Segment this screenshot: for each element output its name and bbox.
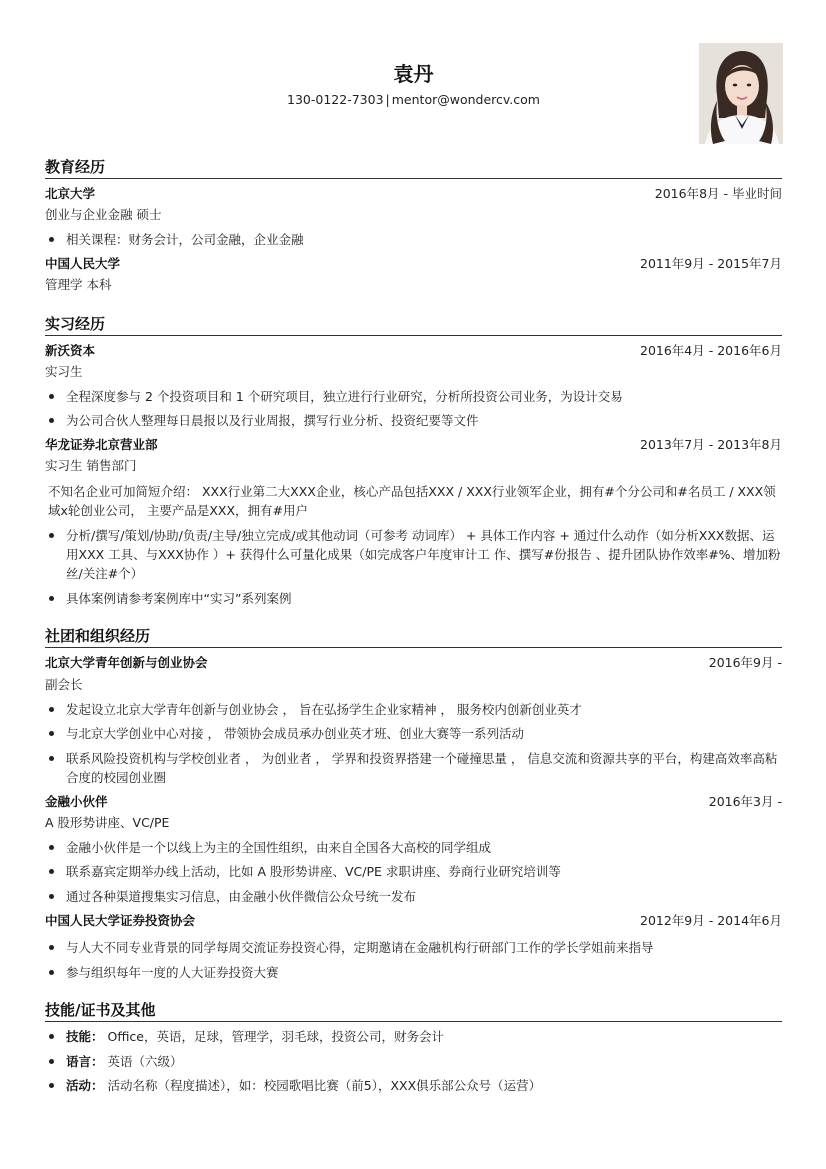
bullet-icon [49,533,54,538]
club-role: A 股形势讲座、VC/PE [45,815,170,830]
entry-date: 2016年4月 - 2016年6月 [640,343,782,358]
company-name: 华龙证券北京营业部 [45,437,158,452]
education-entry-header [45,185,782,203]
contact-line [45,92,782,107]
bullet-icon [49,869,54,874]
bullet-icon [49,845,54,850]
entry-date: 2012年9月 - 2014年6月 [640,913,782,928]
organization-name: 中国人民大学证券投资协会 [45,913,196,928]
bullet-icon [49,894,54,899]
company-name: 新沃资本 [45,343,96,358]
section-title-internship: 实习经历 [45,315,106,333]
skill-label: 技能： [66,1029,104,1044]
bullet-icon [49,945,54,950]
organization-name: 金融小伙伴 [45,794,108,809]
bullet-icon [49,596,54,601]
skill-item [45,1027,782,1046]
candidate-name: 袁丹 [393,62,434,86]
school-name: 北京大学 [45,186,96,201]
list-item: 金融小伙伴是一个以线上为主的全国性组织，由来自全国各大高校的同学组成 [45,838,782,857]
club-entry-header [45,793,782,811]
section-divider [45,1021,782,1022]
entry-date: 2016年8月 - 毕业时间 [654,186,782,201]
list-item: 全程深度参与 2 个投资项目和 1 个研究项目，独立进行行业研究，分析所投资公司业务，为设计交易 [45,387,782,406]
section-divider [45,178,782,179]
bullet-icon [49,394,54,399]
entry-date: 2011年9月 - 2015年7月 [640,256,782,271]
email-address: mentor@wondercv.com [391,92,540,107]
list-item: 分析/撰写/策划/协助/负责/主导/独立完成/或其他动词（可参考 动词库） + 具体工作内容 + 通过什么动作（如分析XXX数据、运用XXX 工具、与XXX协作 ）+ 获得什么可量化成果（如完成客户年度审计工 作、撰写#份报告 、提升团队协作效率#%、增加粉丝/关注#个） [45,526,782,583]
company-intro: 不知名企业可加简短介绍： XXX行业第二大XXX企业，核心产品包括XXX / XXX行业领军企业，拥有#个分公司和#名员工 / XXX领域x轮创业公司， 主要产品是XXX，拥有#用户 [48,484,776,518]
list-item: 具体案例请参考案例库中“实习”系列案例 [45,589,782,608]
skill-label: 活动： [66,1078,104,1093]
phone-number: 130-0122-7303 [287,92,384,107]
organization-name: 北京大学青年创新与创业协会 [45,655,208,670]
profile-photo-image [699,43,783,144]
bullet-icon [49,707,54,712]
entry-date: 2016年9月 - [708,655,782,670]
entry-date: 2013年7月 - 2013年8月 [640,437,782,452]
job-role: 实习生 [45,364,83,379]
skill-value: 英语（六级） [103,1054,183,1069]
bullet-icon [49,970,54,975]
bullet-icon [49,756,54,761]
skill-item [45,1076,782,1095]
education-entry-header [45,255,782,273]
skill-label: 语言： [66,1054,104,1069]
job-role: 实习生 销售部门 [45,458,137,473]
list-item: 与北京大学创业中心对接 ， 带领协会成员承办创业英才班、创业大赛等一系列活动 [45,724,782,743]
club-role: 副会长 [45,677,83,692]
bullet-icon [49,418,54,423]
internship-entry-header [45,342,782,360]
section-title-clubs: 社团和组织经历 [45,627,151,645]
entry-date: 2016年3月 - [708,794,782,809]
list-item: 联系嘉宾定期举办线上活动，比如 A 股形势讲座、VC/PE 求职讲座、券商行业研究培训等 [45,862,782,881]
club-entry-header [45,912,782,930]
section-title-education: 教育经历 [45,158,106,176]
school-name: 中国人民大学 [45,256,121,271]
list-item: 为公司合伙人整理每日晨报以及行业周报，撰写行业分析、投资纪要等文件 [45,411,782,430]
skill-value: Office，英语，足球，管理学，羽毛球，投资公司，财务会计 [103,1029,444,1044]
list-item: 相关课程：财务会计，公司金融，企业金融 [45,230,782,249]
section-divider [45,335,782,336]
internship-entry-header [45,436,782,454]
list-item: 联系风险投资机构与学校创业者 ， 为创业者 ， 学界和投资界搭建一个碰撞思量 ， 信息交流和资源共享的平台，构建高效率高粘合度的校园创业圈 [45,749,782,787]
skill-item [45,1052,782,1071]
list-item: 参与组织每年一度的人大证券投资大赛 [45,963,782,982]
bullet-icon [49,237,54,242]
section-title-skills: 技能/证书及其他 [45,1001,156,1019]
bullet-icon [49,1083,54,1088]
contact-separator: | [385,92,390,107]
section-divider [45,647,782,648]
degree-detail: 管理学 本科 [45,277,112,292]
skill-value: 活动名称（程度描述），如：校园歌唱比赛（前5），XXX俱乐部公众号（运营） [103,1078,542,1093]
list-item: 通过各种渠道搜集实习信息，由金融小伙伴微信公众号统一发布 [45,887,782,906]
bullet-icon [49,1034,54,1039]
degree-detail: 创业与企业金融 硕士 [45,207,162,222]
profile-photo [699,43,783,144]
bullet-icon [49,731,54,736]
list-item: 发起设立北京大学青年创新与创业协会 ， 旨在弘扬学生企业家精神 ， 服务校内创新创业英才 [45,700,782,719]
club-entry-header [45,654,782,672]
bullet-icon [49,1059,54,1064]
list-item: 与人大不同专业背景的同学每周交流证券投资心得，定期邀请在金融机构行研部门工作的学长学姐前来指导 [45,938,782,957]
